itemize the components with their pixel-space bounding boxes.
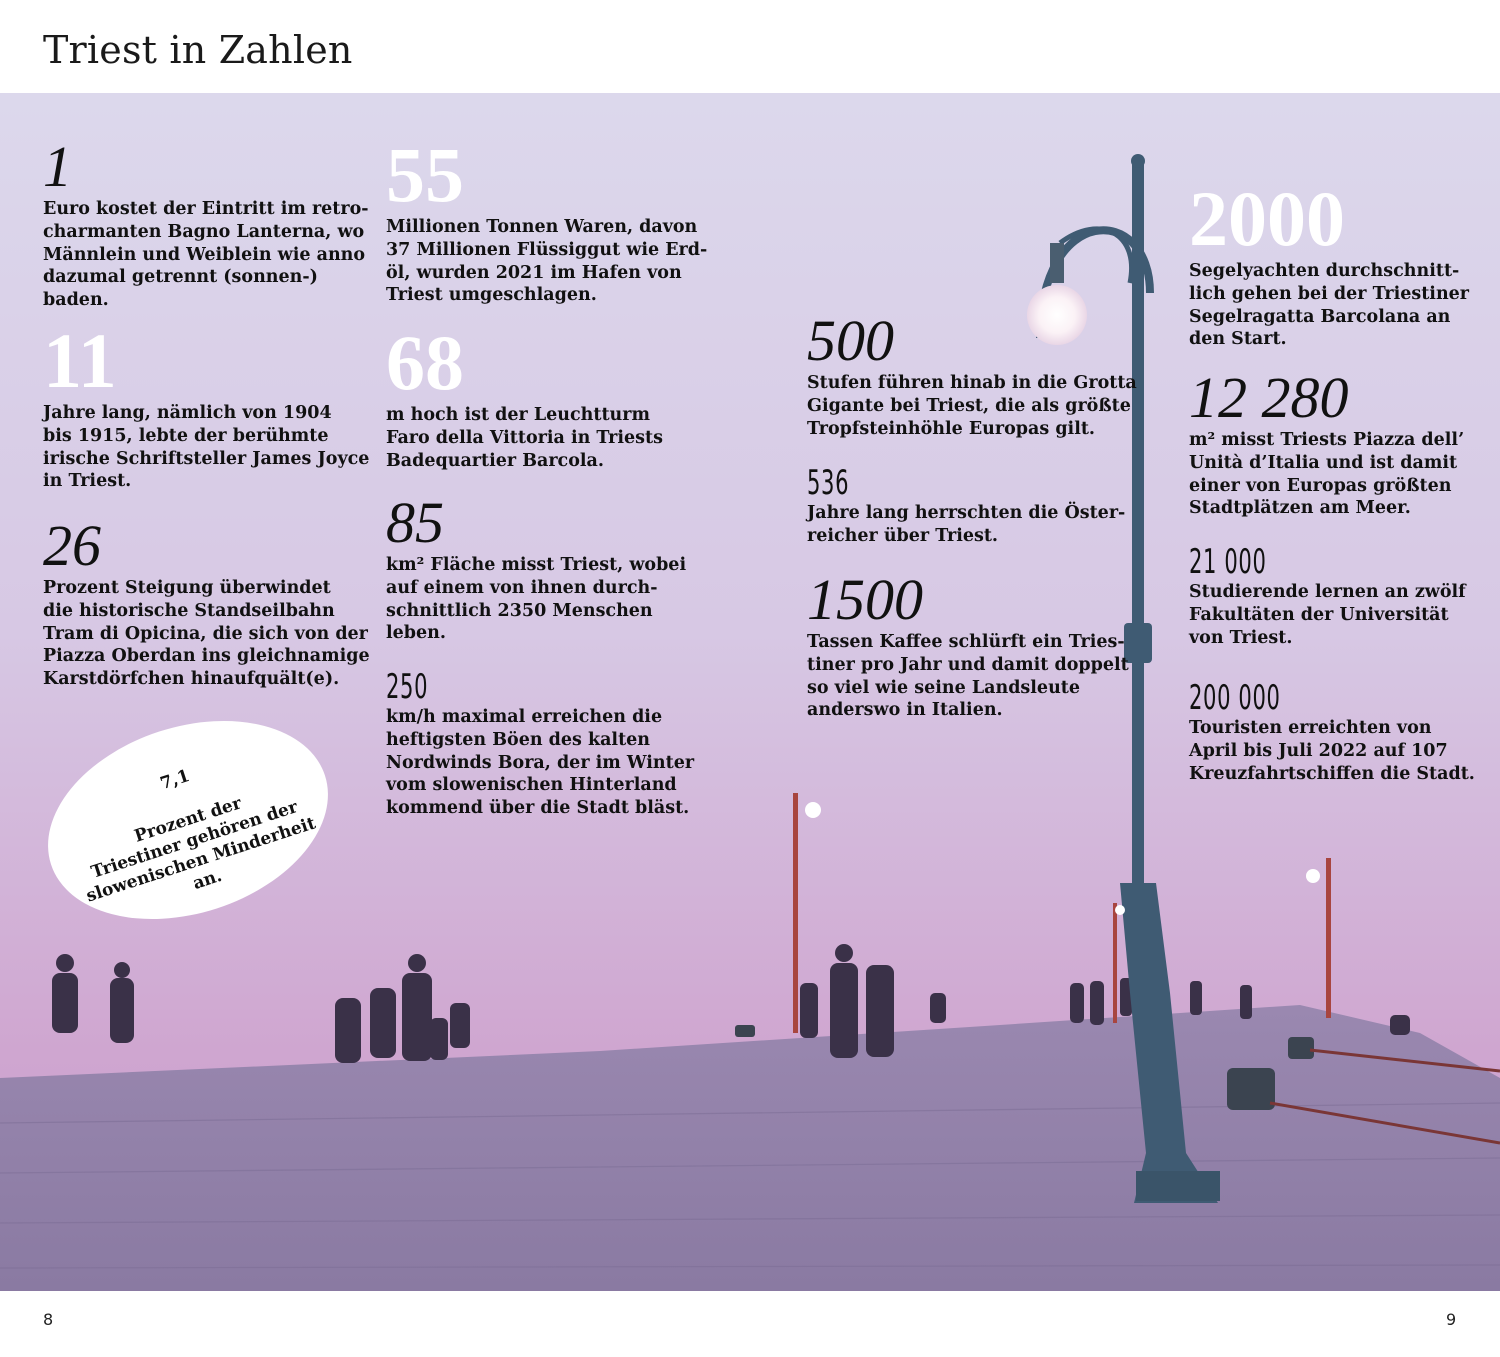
fact-number: 200 000: [1189, 678, 1281, 718]
fact-55: [386, 131, 708, 307]
fact-number: 1: [43, 134, 72, 199]
bubble-number: 7,1: [157, 765, 193, 794]
fact-number: 536: [807, 463, 850, 503]
fact-text: Jahre lang herrschten die Öster- reicher über Triest.: [807, 503, 1126, 546]
fact-text: Touristen erreichten von April bis Juli 2022 auf 107 Kreuzfahrtschiffen die Stadt.: [1189, 718, 1475, 784]
page-title: Triest in Zahlen: [43, 28, 353, 72]
fact-text: Segelyachten durchschnitt- lich gehen bei der Triestiner Segelragatta Barcolana an den Start.: [1189, 261, 1470, 350]
fact-text: km/h maximal erreichen die heftigsten Böen des kalten Nordwinds Bora, der im Winter vom slowenischen Hinterland kommend über die Stadt bläst.: [386, 707, 695, 819]
fact-number: 21 000: [1189, 542, 1267, 582]
fact-500: [807, 308, 1137, 440]
fact-text: Prozent Steigung überwindet die historische Standseilbahn Tram di Opicina, die sich von der Piazza Oberdan ins gleichnamige Karstdörfchen hinaufquält(e).: [43, 578, 370, 690]
fact-text: m² misst Triests Piazza dell’ Unità d’Italia und ist damit einer von Europas größten Stadtplätzen am Meer.: [1189, 430, 1465, 519]
fact-1: [43, 134, 369, 312]
fact-text: Millionen Tonnen Waren, davon 37 Millionen Flüssiggut wie Erd- öl, wurden 2021 im Hafen von Triest umgeschlagen.: [386, 217, 708, 306]
fact-number: 500: [807, 308, 894, 373]
fact-text: Tassen Kaffee schlürft ein Tries- tiner pro Jahr und damit doppelt so viel wie seine Landsleute anderswo in Italien.: [807, 632, 1129, 721]
fact-text: km² Fläche misst Triest, wobei auf einem von ihnen durch- schnittlich 2350 Menschen leben.: [386, 555, 687, 644]
fact-number: 11: [43, 317, 117, 404]
fact-2000: [1189, 175, 1470, 351]
fact-number: 26: [43, 513, 101, 578]
fact-text: Stufen führen hinab in die Grotta Gigante bei Triest, die als größte Tropfsteinhöhle Europas gilt.: [807, 373, 1137, 439]
page-number-left: 8: [43, 1310, 54, 1329]
fact-68: [386, 319, 663, 472]
fact-text: Studierende lernen an zwölf Fakultäten der Universität von Triest.: [1189, 582, 1466, 648]
fact-number: 1500: [807, 567, 923, 632]
fact-text: Jahre lang, nämlich von 1904 bis 1915, lebte der berühmte irische Schriftsteller James Joyce in Triest.: [43, 403, 370, 492]
fact-21000: [1189, 542, 1466, 649]
fact-85: [386, 490, 687, 645]
fact-number: 250: [386, 667, 429, 707]
fact-number: 12 280: [1189, 365, 1349, 430]
fact-text: m hoch ist der Leuchtturm Faro della Vittoria in Triests Badequartier Barcola.: [386, 405, 663, 471]
fact-11: [43, 317, 370, 493]
fact-1500: [807, 567, 1129, 722]
fact-536: [807, 463, 1126, 548]
fact-number: 68: [386, 319, 464, 406]
fact-250: [386, 667, 695, 820]
page-number-right: 9: [1446, 1310, 1457, 1329]
fact-200000: [1189, 678, 1475, 785]
bubble-text: Prozent der Triestiner gehören der slowenischen Minderheit an.: [83, 792, 318, 907]
fact-26: [43, 513, 370, 691]
fact-number: 55: [386, 131, 464, 218]
fact-text: Euro kostet der Eintritt im retro- charmanten Bagno Lanterna, wo Männlein und Weiblein wie anno dazumal getrennt (sonnen-) baden.: [43, 199, 369, 311]
fact-12280: [1189, 365, 1465, 520]
fact-number: 2000: [1189, 175, 1345, 262]
fact-number: 85: [386, 490, 444, 555]
